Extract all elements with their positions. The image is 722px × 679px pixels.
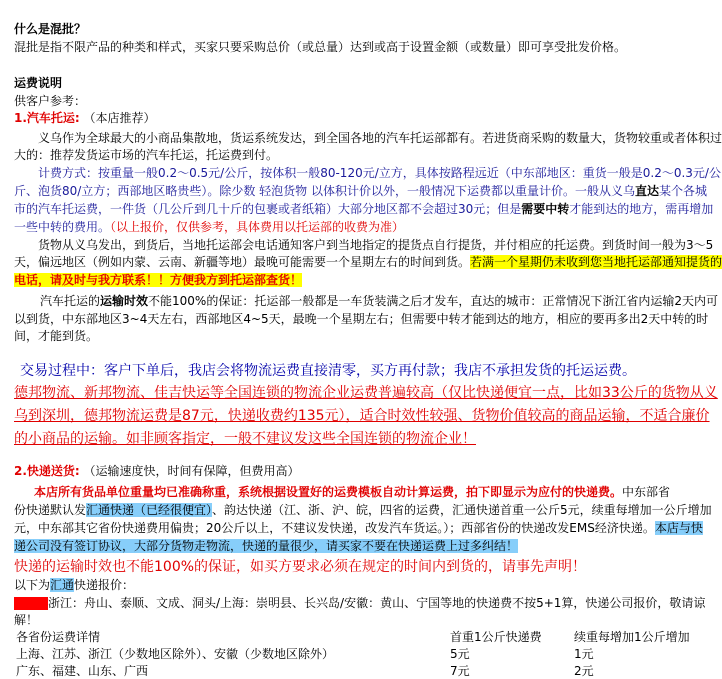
truck-p1-line1: 义乌作为全球最大的小商品集散地，货运系统发达，到全国各地的汽车托运部都有。若进货商采购的数量大，货物较重或者体积过 bbox=[38, 131, 722, 145]
express-p2: 快递的运输时效也不能100%的保证，如买方要求必须在规定的时间内到货的，请事先声明！ bbox=[14, 559, 587, 575]
truck-p6-line3: 的小商品的运输。如非顾客指定，一般不建议发这些全国连锁的物流企业！ bbox=[14, 431, 476, 447]
express-p1-line1-bold: 本店所有货品单位重量均已准确称重，系统根据设置好的运费模板自动计算运费，拍下即显示为应付的快递费。 bbox=[34, 485, 623, 499]
truck-heading: 1.汽车托运: bbox=[14, 111, 80, 125]
express-heading-line bbox=[14, 462, 715, 479]
truck-p2-disclaimer: （以上报价，仅供参考，具体费用以托运部的收费为准） bbox=[110, 220, 405, 234]
express-p4-line2: 解！ bbox=[14, 613, 39, 627]
faq-title: 什么是混批？ bbox=[14, 22, 87, 36]
rates-header-province: 各省份运费详情 bbox=[16, 630, 101, 644]
truck-p2-line4-a: 一些中转的费用。 bbox=[14, 220, 111, 234]
rates-cell-province: 广东、福建、山东、广西 bbox=[16, 664, 149, 678]
truck-p2-line2-c: 某个各城 bbox=[658, 184, 707, 198]
truck-p6-line2: 乌到深圳，德邦物流运费是87元，快递收费约135元），适合时效性较强、货物价值较高的商品运输，不适合廉价 bbox=[14, 408, 710, 424]
express-p1-line2-c: 、韵达快递（江、浙、沪、皖，四省的运费，汇通快递首重一公斤5元，续重每增加一公斤增加 bbox=[212, 503, 712, 517]
truck-p3-line2 bbox=[14, 253, 722, 270]
truck-p3-line1: 货物从义乌发出，到货后，当地托运部会电话通知客户到当地指定的提货点自行提货，并付相应的托运费。到货时间一般为3～5 bbox=[38, 238, 714, 252]
truck-p2-line3-bold: 需要中转 bbox=[521, 202, 570, 216]
truck-p2-line1: 计费方式：按重量一般0.2～0.5元/公斤，按体积一般80-120元/立方，具体按路程远近（中东部地区：重货一般是0.2～0.3元/公 bbox=[38, 166, 721, 180]
truck-p2-line2-a: 斤、泡货80/立方；西部地区略贵些）。除少数 轻泡货物 以体积计价以外，一般情况下运费都以重量计价。一般从义乌 bbox=[14, 184, 635, 198]
truck-p4-line1-bold: 运输时效 bbox=[100, 294, 149, 308]
truck-p2-line3 bbox=[14, 200, 715, 217]
rates-cell-province: 上海、江苏、浙江（少数地区除外）、安徽（少数地区除外） bbox=[16, 647, 335, 661]
rates-cell-extra-kg: 2元 bbox=[574, 664, 594, 678]
truck-p3-line3 bbox=[14, 271, 715, 288]
truck-p3-line2-a: 天，偏远地区（例如内蒙、云南、新疆等地）最晚可能需要一个星期左右的时间到货。 bbox=[14, 255, 471, 269]
truck-p4-line1 bbox=[40, 292, 718, 309]
truck-p5: 交易过程中：客户下单后，我店会将物流运费直接清零，买方再付款；我店不承担发货的托运运费。 bbox=[20, 363, 636, 379]
express-p1-line1-b: 中东部省 bbox=[622, 485, 671, 499]
express-note: （运输速度快，时间有保障，但费用高） bbox=[83, 464, 300, 478]
truck-heading-line bbox=[14, 109, 715, 126]
express-p4-text: 浙江：舟山、泰顺、文成、洞头/上海：崇明县、长兴岛/安徽：黄山、宁国等地的快递费不按5+1算，快递公司报价，敬请谅 bbox=[48, 596, 706, 610]
rates-cell-first-kg: 5元 bbox=[450, 647, 470, 661]
truck-p3-contact-note: 电话，请及时与我方联系！！方便我方到托运部查货！ bbox=[14, 273, 303, 287]
truck-p4-line1-a: 汽车托运的 bbox=[40, 294, 101, 308]
express-p1-line2-highlight: 汇通快递（已经很便宜） bbox=[86, 503, 213, 517]
truck-p2-line2-bold: 直达 bbox=[634, 184, 659, 198]
rates-cell-first-kg: 7元 bbox=[450, 664, 470, 678]
express-p3-highlight: 汇通 bbox=[50, 578, 75, 592]
express-p3 bbox=[14, 576, 715, 593]
rates-cell-extra-kg: 1元 bbox=[574, 647, 594, 661]
table-row bbox=[14, 645, 692, 662]
express-p1-line2-a: 份快递默认发 bbox=[14, 503, 87, 517]
rates-header-extra-kg: 续重每增加1公斤增加 bbox=[574, 630, 690, 644]
express-p1-line3-highlight: 本店与快 bbox=[654, 521, 703, 535]
shipping-title: 运费说明 bbox=[14, 76, 63, 90]
red-marker-box bbox=[14, 597, 48, 610]
express-p1-line4 bbox=[14, 537, 715, 554]
faq-body: 混批是指不限产品的种类和样式，买家只要采购总价（或总量）达到或高于设置金额（或数量）即可享受批发价格。 bbox=[14, 40, 627, 54]
express-p1-line1 bbox=[34, 483, 715, 500]
truck-p3-highlight: 若满一个星期仍未收到您当地托运部通知提货的 bbox=[470, 255, 722, 269]
truck-p2-line4 bbox=[14, 218, 715, 235]
rates-header-first-kg: 首重1公斤快递费 bbox=[450, 630, 542, 644]
express-p1-line3 bbox=[14, 519, 715, 536]
express-p3-c: 快递报价： bbox=[74, 578, 135, 592]
express-p1-line3-a: 元，中东部其它省份快递费用偏贵；20公斤以上，不建议发快递，改发汽车货运。）；西部省份的快递改发EMS经济快递。 bbox=[14, 521, 655, 535]
truck-p4-line2: 以到货，中东部地区3~4天左右，西部地区4~5天，最晚一个星期左右；但需要中转才能到达的地方，相应的要再多出2天中转的时 bbox=[14, 312, 709, 326]
rates-header-row bbox=[14, 628, 692, 645]
express-p4-line1 bbox=[14, 594, 715, 611]
express-p1-line2 bbox=[14, 501, 715, 518]
table-row bbox=[14, 662, 692, 679]
rates-table bbox=[14, 628, 692, 679]
truck-p4-line1-c: 不能100%的保证：托运部一般都是一车货装满之后才发车，直达的城市：正常情况下浙江省内运输2天内可 bbox=[148, 294, 718, 308]
express-heading: 2.快递送货: bbox=[14, 464, 80, 478]
truck-p4-line3: 间，才能到货。 bbox=[14, 329, 99, 343]
truck-p2-line3-a: 市的汽车托运费，一件货（几公斤到几十斤的包裹或者纸箱）大部分地区都不会超过30元；但是 bbox=[14, 202, 522, 216]
truck-p2-line3-c: 才能到达的地方，需再增加 bbox=[569, 202, 714, 216]
express-p1-line4-highlight: 递公司没有签订协议，大部分货物走物流，快递的量很少，请买家不要在快递运费上过多纠结！ bbox=[14, 539, 519, 553]
truck-p2-line2 bbox=[14, 182, 715, 199]
truck-p1-line2: 大的：推荐发货运市场的汽车托运，托运费到付。 bbox=[14, 148, 279, 162]
truck-p6-line1: 德邦物流、新邦物流、佳吉快运等全国连锁的物流企业运费普遍较高（仅比快递便宜一点，比如33公斤的货物从义 bbox=[14, 385, 718, 401]
shipping-subtitle: 供客户参考： bbox=[14, 94, 87, 108]
truck-note: （本店推荐） bbox=[83, 111, 156, 125]
express-p3-a: 以下为 bbox=[14, 578, 51, 592]
